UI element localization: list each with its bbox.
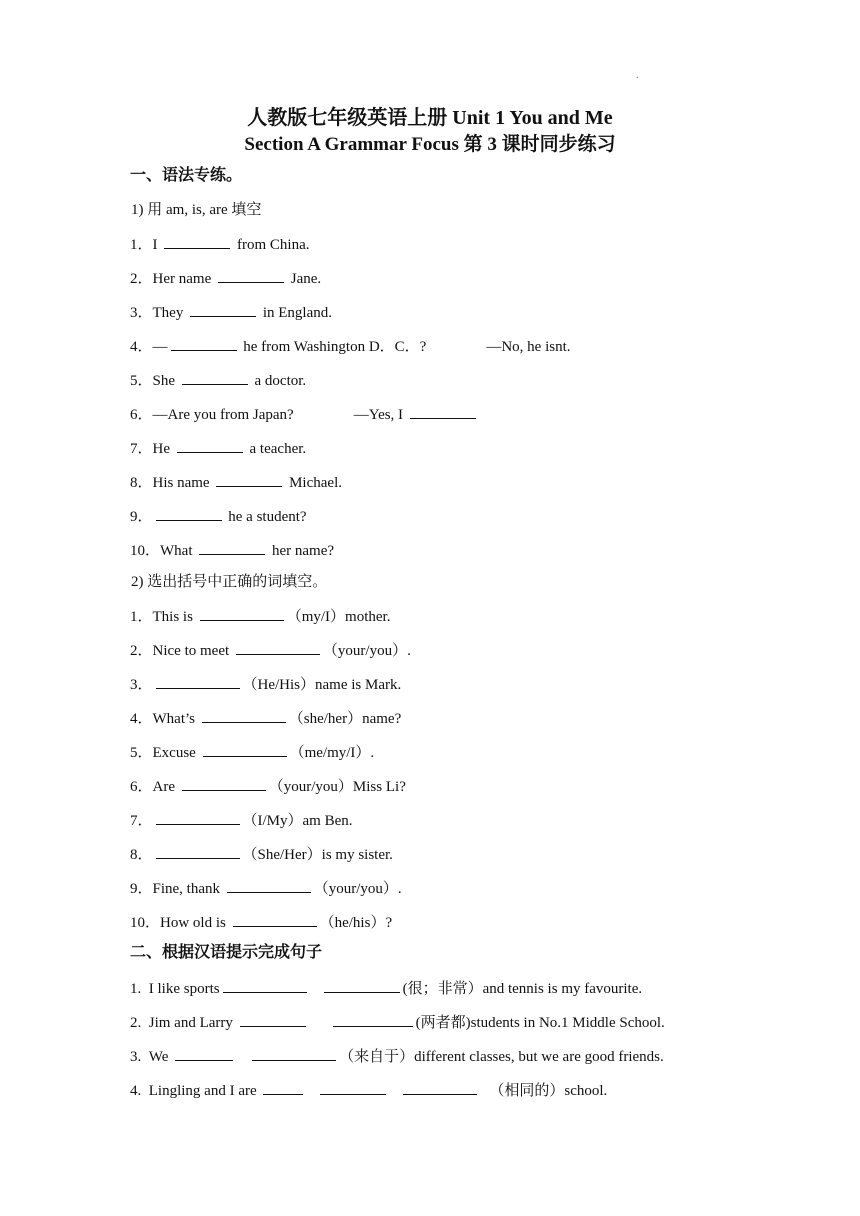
item-number: 9．	[130, 509, 153, 525]
item-text-before: We	[148, 1049, 173, 1065]
item-text-before: How old is	[160, 915, 230, 931]
item-text-before: I like sports	[148, 981, 220, 997]
exercise-item	[130, 404, 479, 425]
answer-blank[interactable]	[156, 844, 240, 859]
item-text-after: （she/her）name?	[288, 711, 402, 727]
exercise-item	[130, 606, 390, 627]
item-reply: —Yes, I	[353, 407, 407, 423]
item-number: 1．	[130, 237, 153, 253]
item-number: 5．	[130, 745, 153, 761]
item-text-after: he a student?	[224, 509, 307, 525]
item-text-after: (很；非常）and tennis is my favourite.	[402, 981, 643, 997]
item-text-before: Lingling and I are	[148, 1083, 261, 1099]
item-number: 2.	[130, 1015, 142, 1031]
answer-blank[interactable]	[252, 1046, 336, 1061]
item-number: 8．	[130, 475, 153, 491]
section1-heading: 一、语法专练。	[130, 167, 243, 184]
answer-blank[interactable]	[403, 1080, 477, 1095]
item-number: 6．	[130, 779, 153, 795]
item-number: 4.	[130, 1083, 142, 1099]
item-text-after: （he/his）?	[319, 915, 393, 931]
item-number: 6．	[130, 407, 153, 423]
answer-blank[interactable]	[410, 404, 476, 419]
item-text-after: from China.	[233, 237, 310, 253]
answer-blank[interactable]	[216, 472, 282, 487]
item-text-after: her name?	[268, 543, 335, 559]
item-text-after: （He/His）name is Mark.	[242, 677, 402, 693]
item-text-before: His name	[152, 475, 214, 491]
answer-blank[interactable]	[182, 776, 266, 791]
exercise-item	[130, 878, 402, 899]
exercise-item	[130, 708, 401, 729]
item-text-after: （me/my/I）.	[289, 745, 375, 761]
item-text-after: Michael.	[285, 475, 342, 491]
item-text-before: I	[152, 237, 162, 253]
item-number: 8．	[130, 847, 153, 863]
item-text-before: Her name	[152, 271, 215, 287]
item-text-after: （She/Her）is my sister.	[242, 847, 393, 863]
item-number: 7．	[130, 813, 153, 829]
exercise-item	[130, 844, 393, 865]
item-number: 1．	[130, 609, 153, 625]
answer-blank[interactable]	[233, 912, 317, 927]
exercise-item	[130, 1080, 607, 1101]
section2-heading: 二、根据汉语提示完成句子	[130, 944, 323, 961]
exercise-item	[130, 1012, 665, 1033]
answer-blank[interactable]	[333, 1012, 413, 1027]
answer-blank[interactable]	[320, 1080, 386, 1095]
answer-blank[interactable]	[263, 1080, 303, 1095]
item-text-before: He	[152, 441, 174, 457]
answer-blank[interactable]	[182, 370, 248, 385]
item-number: 10．	[130, 543, 161, 559]
answer-blank[interactable]	[171, 336, 237, 351]
item-text-after: （相同的）school.	[489, 1083, 608, 1099]
item-text-before: They	[152, 305, 188, 321]
item-number: 3.	[130, 1049, 142, 1065]
answer-blank[interactable]	[223, 978, 307, 993]
item-number: 9．	[130, 881, 153, 897]
item-text-after: （your/you）.	[313, 881, 402, 897]
exercise-item	[130, 506, 307, 527]
item-text-after: （I/My）am Ben.	[242, 813, 353, 829]
item-text-after: （来自于）different classes, but we are good friends.	[339, 1049, 664, 1065]
answer-blank[interactable]	[227, 878, 311, 893]
exercise-item	[130, 472, 342, 493]
exercise-item	[130, 674, 401, 695]
answer-blank[interactable]	[156, 674, 240, 689]
item-number: 10．	[130, 915, 161, 931]
part1-instruction: 1) 用 am, is, are 填空	[131, 202, 262, 218]
item-text-after: a doctor.	[250, 373, 307, 389]
exercise-item	[130, 234, 310, 255]
item-number: 7．	[130, 441, 153, 457]
item-text-after: Jane.	[286, 271, 322, 287]
item-number: 4．	[130, 711, 153, 727]
answer-blank[interactable]	[202, 708, 286, 723]
answer-blank[interactable]	[324, 978, 400, 993]
exercise-item	[130, 640, 411, 661]
answer-blank[interactable]	[236, 640, 320, 655]
answer-blank[interactable]	[199, 540, 265, 555]
answer-blank[interactable]	[203, 742, 287, 757]
item-text-before: —	[152, 339, 168, 355]
exercise-item	[130, 1046, 664, 1067]
exercise-item	[130, 742, 374, 763]
item-text-after: （my/I）mother.	[286, 609, 391, 625]
header-mark: .	[636, 70, 639, 81]
exercise-item	[130, 268, 321, 289]
exercise-item	[130, 336, 571, 357]
answer-blank[interactable]	[190, 302, 256, 317]
item-number: 3．	[130, 677, 153, 693]
item-text-after: (两者都)students in No.1 Middle School.	[415, 1015, 665, 1031]
item-text-before: Excuse	[152, 745, 200, 761]
exercise-item	[130, 978, 642, 999]
exercise-item	[130, 912, 392, 933]
item-text-after: he from Washington D．C．?	[239, 339, 427, 355]
exercise-item	[130, 370, 306, 391]
answer-blank[interactable]	[164, 234, 230, 249]
part2-instruction: 2) 选出括号中正确的词填空。	[131, 574, 328, 590]
item-text-before: What’s	[152, 711, 199, 727]
item-text-before: —Are you from Japan?	[152, 407, 294, 423]
item-number: 2．	[130, 643, 153, 659]
item-text-before: Are	[152, 779, 179, 795]
item-text-after: （your/you）Miss Li?	[268, 779, 406, 795]
item-reply: —No, he isnt.	[486, 339, 571, 355]
item-text-before: This is	[152, 609, 197, 625]
item-text-after: a teacher.	[245, 441, 307, 457]
answer-blank[interactable]	[156, 810, 240, 825]
exercise-item	[130, 438, 306, 459]
page-subtitle: Section A Grammar Focus 第 3 课时同步练习	[244, 134, 616, 155]
item-text-before: Nice to meet	[152, 643, 233, 659]
item-number: 3．	[130, 305, 153, 321]
page-title: 人教版七年级英语上册 Unit 1 You and Me	[247, 107, 613, 129]
item-text-after: （your/you）.	[322, 643, 411, 659]
answer-blank[interactable]	[200, 606, 284, 621]
answer-blank[interactable]	[177, 438, 243, 453]
item-number: 5．	[130, 373, 153, 389]
exercise-item	[130, 540, 334, 561]
item-text-after: in England.	[259, 305, 332, 321]
item-number: 2．	[130, 271, 153, 287]
item-number: 4．	[130, 339, 153, 355]
item-text-before: She	[152, 373, 179, 389]
answer-blank[interactable]	[218, 268, 284, 283]
item-text-before: Jim and Larry	[148, 1015, 237, 1031]
answer-blank[interactable]	[175, 1046, 233, 1061]
item-number: 1.	[130, 981, 142, 997]
exercise-item	[130, 776, 406, 797]
exercise-item	[130, 810, 353, 831]
item-text-before: Fine, thank	[152, 881, 224, 897]
item-text-before: What	[160, 543, 197, 559]
exercise-item	[130, 302, 332, 323]
answer-blank[interactable]	[156, 506, 222, 521]
answer-blank[interactable]	[240, 1012, 306, 1027]
